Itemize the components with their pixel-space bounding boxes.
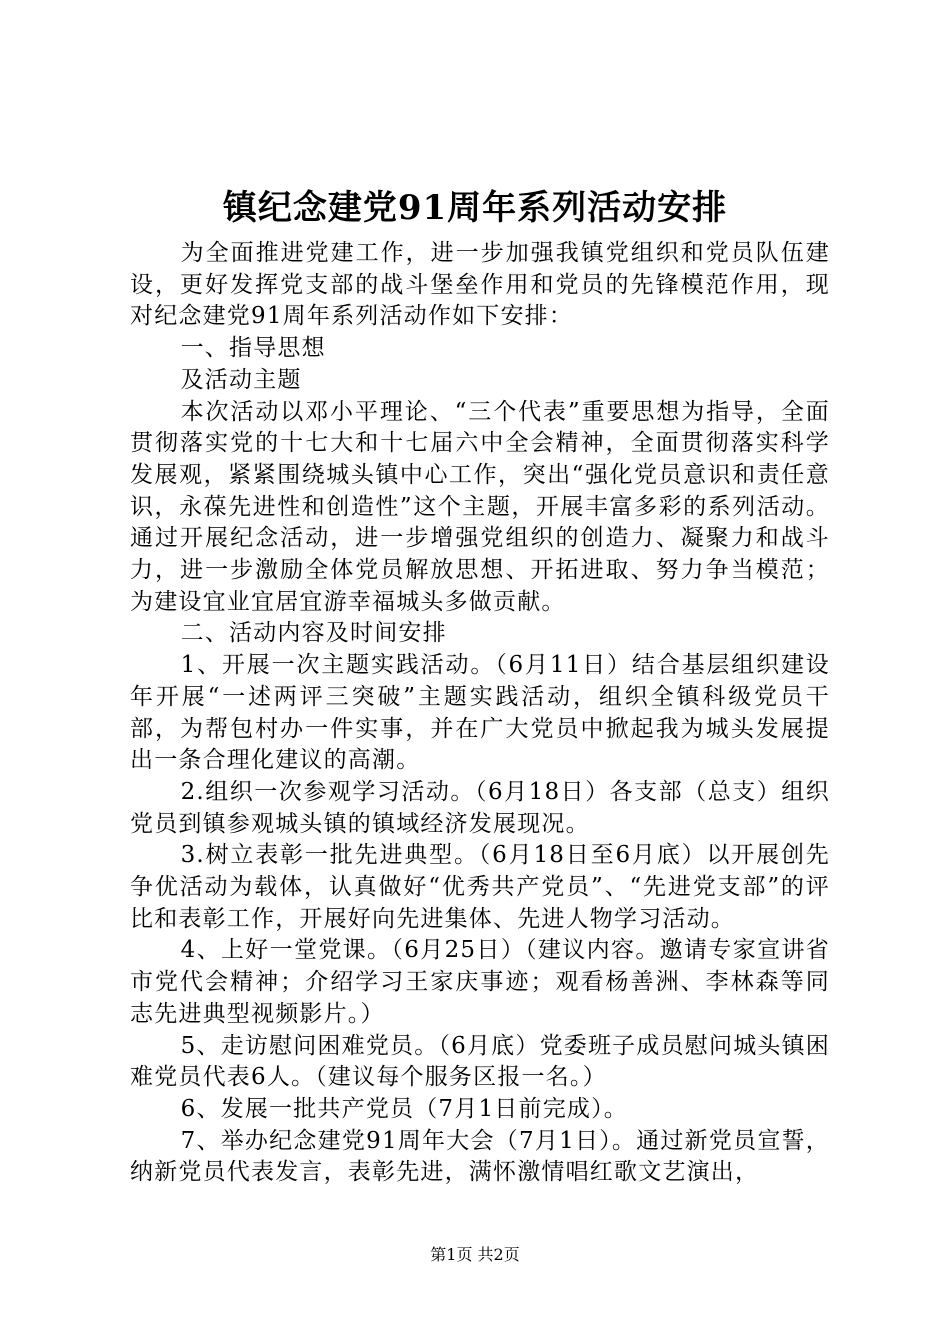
page-footer: 第1页 共2页 <box>430 1245 520 1264</box>
heading-activity-content: 二、活动内容及时间安排 <box>180 620 447 647</box>
list-item-4: 4、上好一堂党课。（6月25日）（建议内容。邀请专家宣讲省市党代会精神；介绍学习王家庆事迹；观看杨善洲、李林森等同志先进典型视频影片。） <box>130 937 830 1027</box>
document-body <box>130 238 830 1189</box>
list-item-2: 2.组织一次参观学习活动。（6月18日）各支部（总支）组织党员到镇参观城头镇的镇域经济发展现况。 <box>130 778 830 837</box>
heading-guiding-thought: 一、指导思想 <box>180 335 326 362</box>
list-item-3: 3.树立表彰一批先进典型。（6月18日至6月底）以开展创先争优活动为载体，认真做好“优秀共产党员”、“先进党支部”的评比和表彰工作，开展好向先进集体、先进人物学习活动。 <box>130 842 830 932</box>
paragraph-guiding-thought: 本次活动以邓小平理论、“三个代表”重要思想为指导，全面贯彻落实党的十七大和十七届六中全会精神，全面贯彻落实科学发展观，紧紧围绕城头镇中心工作，突出“强化党员意识和责任意识，永葆先进性和创造性”这个主题，开展丰富多彩的系列活动。通过开展纪念活动，进一步增强党组织的创造力、凝聚力和战斗力，进一步激励全体党员解放思想、开拓进取、努力争当模范；为建设宜业宜居宜游幸福城头多做贡献。 <box>130 398 830 615</box>
paragraph-intro: 为全面推进党建工作，进一步加强我镇党组织和党员队伍建设，更好发挥党支部的战斗堡垒作用和党员的先锋模范作用，现对纪念建党91周年系列活动作如下安排： <box>130 240 830 330</box>
list-item-6: 6、发展一批共产党员（7月1日前完成）。 <box>180 1095 628 1122</box>
heading-activity-theme: 及活动主题 <box>180 366 302 393</box>
list-item-7: 7、举办纪念建党91周年大会（7月1日）。通过新党员宣誓，纳新党员代表发言，表彰先进，满怀激情唱红歌文艺演出， <box>130 1127 830 1186</box>
list-item-1: 1、开展一次主题实践活动。（6月11日）结合基层组织建设年开展“一述两评三突破”主题实践活动，组织全镇科级党员干部，为帮包村办一件实事，并在广大党员中掀起我为城头发展提出一条合理化建议的高潮。 <box>130 652 830 774</box>
list-item-5: 5、走访慰问困难党员。（6月底）党委班子成员慰问城头镇困难党员代表6人。（建议每个服务区报一名。） <box>130 1032 830 1091</box>
document-title: 镇纪念建党91周年系列活动安排 <box>222 188 728 228</box>
